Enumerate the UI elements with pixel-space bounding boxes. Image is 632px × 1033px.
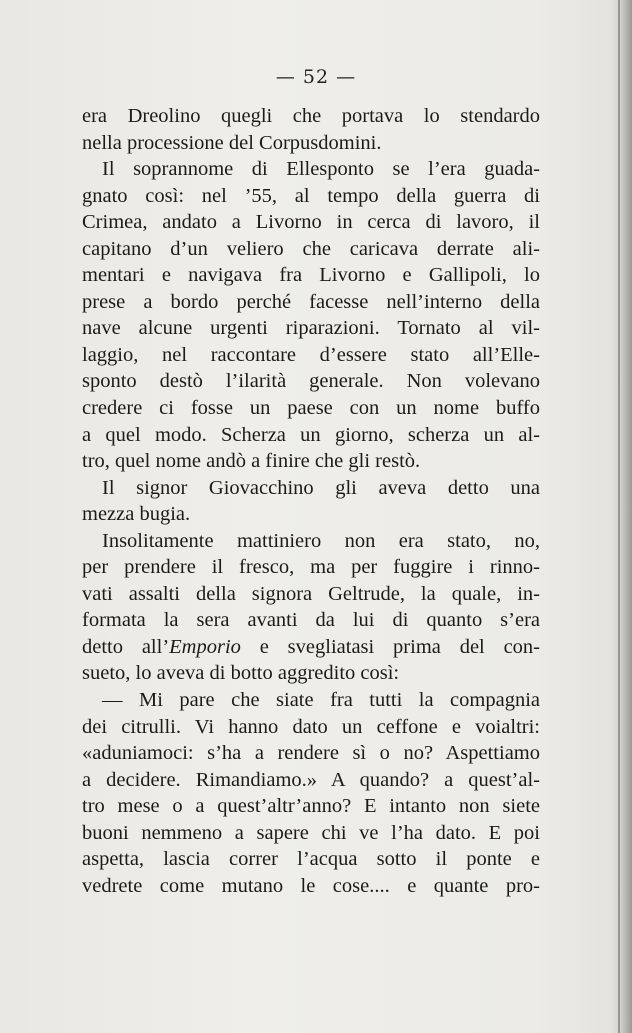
text-line: era Dreolino quegli che portava lo stendardo: [82, 105, 540, 127]
text-line: prese a bordo perché facesse nell’interno della: [82, 290, 540, 313]
text-line: Il soprannome di Ellesponto se l’era guada-: [102, 158, 540, 181]
text-line: aspetta, lascia correr l’acqua sotto il ponte e: [82, 848, 540, 871]
text-line: vati assalti della signora Geltrude, la quale, in-: [82, 582, 540, 605]
text-line: sueto, lo aveva di botto aggredito così:: [82, 662, 400, 685]
page-number: — 52 —: [275, 66, 357, 88]
text-line: «aduniamoci: s’ha a rendere sì o no? Aspettiamo: [82, 742, 540, 765]
italic-word: Emporio: [169, 635, 241, 658]
text-line: dei citrulli. Vi hanno dato un ceffone e voialtri:: [82, 715, 540, 738]
text-line: detto all’Emporio e svegliatasi prima del con-: [82, 635, 541, 658]
text-line: Crimea, andato a Livorno in cerca di lavoro, il: [82, 211, 540, 234]
text-line: mezza bugia.: [82, 503, 191, 526]
page-edge-shadow: [610, 0, 632, 1033]
body-text: [82, 103, 540, 899]
text-line: credere ci fosse un paese con un nome buffo: [82, 397, 540, 420]
text-line: Il signor Giovacchino gli aveva detto una: [102, 476, 540, 499]
text-line: a quel modo. Scherza un giorno, scherza un al-: [82, 423, 540, 446]
text-line: per prendere il fresco, ma per fuggire i rinno-: [82, 556, 540, 579]
text-line: — Mi pare che siate fra tutti la compagnia: [102, 689, 540, 712]
text-line: mentari e navigava fra Livorno e Gallipoli, lo: [82, 264, 540, 287]
text-line: capitano d’un veliero che caricava derrate ali-: [82, 237, 540, 260]
page-edge-line: [618, 0, 620, 1033]
text-line: Insolitamente mattiniero non era stato, no,: [102, 529, 540, 552]
text-line: gnato così: nel ’55, al tempo della guerra di: [82, 184, 540, 207]
text-line: formata la sera avanti da lui di quanto s’era: [82, 609, 540, 632]
text-line: a decidere. Rimandiamo.» A quando? a quest’al-: [82, 768, 540, 791]
text-line: sponto destò l’ilarità generale. Non volevano: [82, 370, 540, 393]
text-line: nave alcune urgenti riparazioni. Tornato al vil-: [82, 317, 540, 340]
text-line: buoni nemmeno a sapere chi ve l’ha dato. E poi: [82, 821, 540, 844]
text-line: tro mese o a quest’altr’anno? E intanto non siete: [82, 795, 540, 818]
text-line: laggio, nel raccontare d’essere stato all’Elle-: [82, 343, 540, 366]
text-line: nella processione del Corpusdomini.: [82, 131, 382, 154]
text-line: tro, quel nome andò a finire che gli restò.: [82, 450, 421, 473]
text-line: vedrete come mutano le cose.... e quante pro-: [82, 874, 540, 897]
